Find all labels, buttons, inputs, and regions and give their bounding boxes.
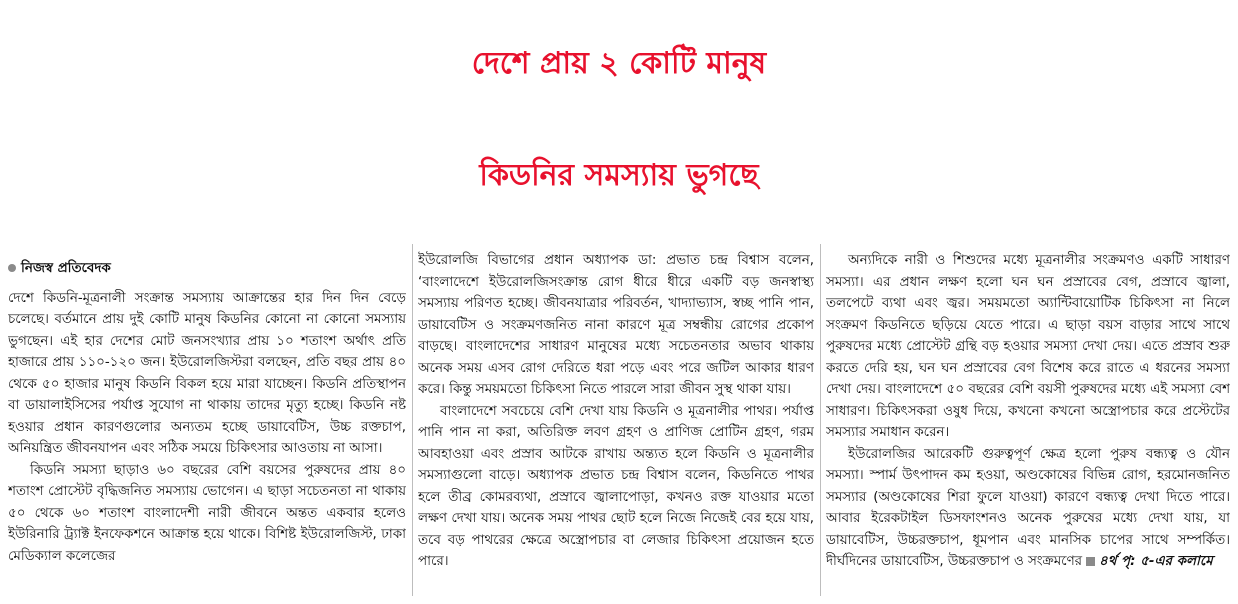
- column-divider-1: [412, 244, 413, 596]
- article-column-1: [8, 258, 406, 598]
- column-divider-2: [820, 244, 821, 596]
- paragraph: দেশে কিডনি-মূত্রনালী সংক্রান্ত সমস্যায় আক্রান্তের হার দিন দিন বেড়ে চলেছে। বর্তমানে প্রায় দুই কোটি মানুষ কিডনির কোনো না কোনো সমস্যায় ভুগছেন। এই হার দেশের মোট জনসংখ্যার প্রায় ১০ শতাংশ অর্থাৎ প্রতি হাজারে প্রায় ১১০-১২০ জন। ইউরোলজিস্টরা বলছেন, প্রতি বছর প্রায় ৪০ থেকে ৫০ হাজার মানুষ কিডনি বিকল হয়ে মারা যাচ্ছেন। কিডনি প্রতিস্থাপন বা ডায়ালাইসিসের পর্যাপ্ত সুযোগ না থাকায় তাদের মৃত্যু হচ্ছে। কিডনি নষ্ট হওয়ার প্রধান কারণগুলোর অন্যতম হচ্ছে ডায়াবেটিস, উচ্চ রক্তচাপ, অনিয়ন্ত্রিত জীবনযাপন এবং সঠিক সময়ে চিকিৎসার আওতায় না আসা।: [8, 290, 406, 456]
- jump-marker-icon: [1086, 557, 1095, 566]
- paragraph: ইউরোলজি বিভাগের প্রধান অধ্যাপক ডা: প্রভাত চন্দ্র বিশ্বাস বলেন, ‘বাংলাদেশে ইউরোলজিসংক্রান্ত রোগ ধীরে ধীরে একটি বড় জনস্বাস্থ্য সমস্যায় পরিণত হচ্ছে। জীবনযাত্রার পরিবর্তন, খাদ্যাভ্যাস, স্বচ্ছ পানি পান, ডায়াবেটিস ও সংক্রমণজনিত নানা কারণে মূত্র সম্বন্ধীয় রোগের প্রকোপ বাড়ছে। বাংলাদেশের সাধারণ মানুষের মধ্যে সচেতনতার অভাব থাকায় অনেক সময় এসব রোগ দেরিতে ধরা পড়ে এবং পরে জটিল আকার ধারণ করে। কিন্তু সময়মতো চিকিৎসা নিতে পারলে সারা জীবন সুস্থ থাকা যায়।: [418, 253, 814, 397]
- byline: [8, 258, 406, 280]
- bullet-icon: [8, 264, 16, 272]
- continued-on-label: ৪র্থ পৃ: ৫-এর কলামে: [1099, 554, 1213, 569]
- paragraph: অন্যদিকে নারী ও শিশুদের মধ্যে মূত্রনালীর সংক্রমণও একটি সাধারণ সমস্যা। এর প্রধান লক্ষণ হলো ঘন ঘন প্রস্রাবের বেগ, প্রস্রাবে জ্বালা, তলপেটে ব্যথা এবং জ্বর। সময়মতো অ্যান্টিবায়োটিক চিকিৎসা না নিলে সংক্রমণ কিডনিতে ছড়িয়ে যেতে পারে। এ ছাড়া বয়স বাড়ার সাথে সাথে পুরুষদের মধ্যে প্রোস্টেট গ্রন্থি বড় হওয়ার সমস্যা দেখা দেয়। এতে প্রস্রাব শুরু করতে দেরি হয়, ঘন ঘন প্রস্রাবের বেগ বিশেষ করে রাতে এ ধরনের সমস্যা দেখা দেয়। বাংলাদেশে ৫০ বছরের বেশি বয়সী পুরুষদের মধ্যে এই সমস্যা বেশ সাধারণ। চিকিৎসকরা ওষুধ দিয়ে, কখনো কখনো অস্ত্রোপচার করে প্রস্টেটের সমস্যার সমাধান করেন।: [826, 253, 1230, 440]
- paragraph: বাংলাদেশে সবচেয়ে বেশি দেখা যায় কিডনি ও মূত্রনালীর পাথর। পর্যাপ্ত পানি পান না করা, অতিরিক্ত লবণ গ্রহণ ও প্রাণিজ প্রোটিন গ্রহণ, গরম আবহাওয়া এবং প্রস্রাব আটকে রাখায় অন্ত্যত হলে কিডনি ও মূত্রনালীর সমস্যাগুলো বাড়ে। অধ্যাপক প্রভাত চন্দ্র বিশ্বাস বলেন, কিডনিতে পাথর হলে তীব্র কোমরব্যথা, প্রস্রাবে জ্বালাপোড়া, কখনও রক্ত যাওয়ার মতো লক্ষণ দেখা যায়। অনেক সময় পাথর ছোট হলে নিজে নিজেই বের হয়ে যায়, তবে বড় পাথরের ক্ষেত্রে অস্ত্রোপচার বা লেজার চিকিৎসা প্রয়োজন হতে পারে।: [418, 403, 814, 569]
- byline-text: নিজস্ব প্রতিবেদক: [21, 261, 111, 276]
- headline-line-1: দেশে প্রায় ২ কোটি মানুষ: [471, 46, 767, 81]
- paragraph-text: ইউরোলজির আরেকটি গুরুত্বপূর্ণ ক্ষেত্র হলো পুরুষ বন্ধ্যত্ব ও যৌন সমস্যা। স্পার্ম উৎপাদন কম হওয়া, অণ্ডকোষের বিভিন্ন রোগ, হরমোনজনিত সমস্যার (অণ্ডকোষের শিরা ফুলে যাওয়া) কারণে বন্ধ্যত্ব দেখা দিতে পারে। আবার ইরেকটাইল ডিসফাংশনও অনেক পুরুষের মধ্যে দেখা যায়, যা ডায়াবেটিস, উচ্চরক্তচাপ, ধূমপান এবং মানসিক চাপের সাথে সম্পর্কিত। দীর্ঘদিনের ডায়াবেটিস, উচ্চরক্তচাপ ও সংক্রমণের: [826, 446, 1230, 569]
- article-column-3: [826, 250, 1230, 598]
- paragraph: [826, 444, 1230, 573]
- paragraph: কিডনি সমস্যা ছাড়াও ৬০ বছরের বেশি বয়সের পুরুষদের প্রায় ৪০ শতাংশ প্রোস্টেট বৃদ্ধিজনিত সমস্যায় ভোগেন। এ ছাড়া সচেতনতা না থাকায় ৫০ থেকে ৬০ শতাংশ বাংলাদেশী নারী জীবনে অন্তত একবার হলেও ইউরিনারি ট্র্যাক্ট ইনফেকশনে আক্রান্ত হয়ে থাকে। বিশিষ্ট ইউরোলজিস্ট, ঢাকা মেডিক্যাল কলেজের: [8, 462, 406, 564]
- headline-line-2: কিডনির সমস্যায় ভুগছে: [479, 158, 759, 193]
- headline: [0, 8, 1238, 232]
- article-column-2: [418, 250, 814, 598]
